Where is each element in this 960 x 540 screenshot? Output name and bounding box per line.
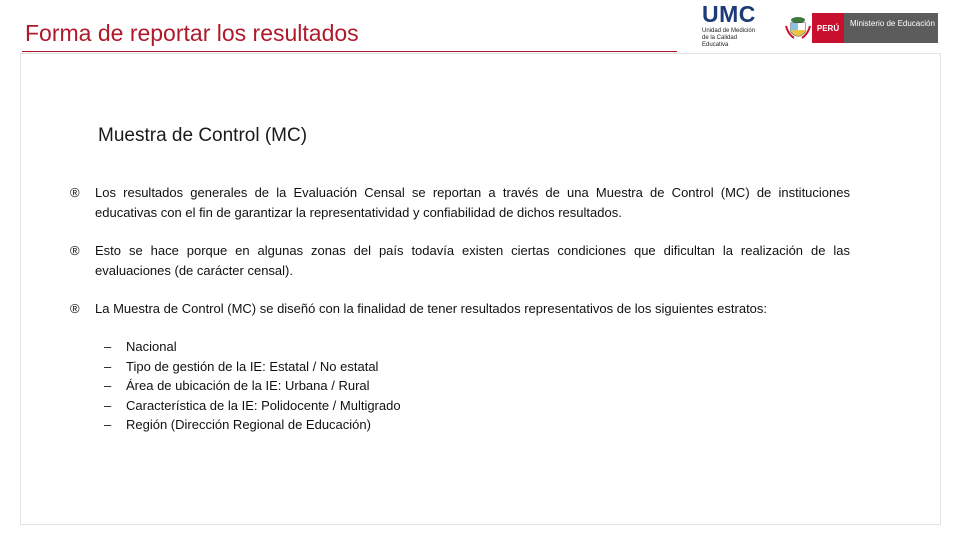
list-item	[104, 396, 401, 416]
umc-logo-subtitle: Unidad de Medición de la Calidad Educativa	[702, 28, 756, 48]
strata-list	[104, 337, 401, 435]
dash-icon: –	[104, 358, 112, 374]
bullet-icon: ®	[70, 243, 80, 258]
content-panel	[20, 53, 941, 525]
stratum-text: Nacional	[126, 339, 177, 354]
bullet-item	[70, 183, 850, 223]
list-item	[104, 376, 401, 396]
dash-icon: –	[104, 339, 112, 354]
bullet-text: Los resultados generales de la Evaluación Censal se reportan a través de una Muestra de Control (MC) de instituciones educativas con el fin de garantizar la representatividad y confiabilidad de dichos resultados.	[95, 185, 850, 220]
dash-icon: –	[104, 378, 112, 393]
title-underline	[22, 51, 677, 52]
section-title: Muestra de Control (MC)	[98, 125, 308, 146]
stratum-text: Característica de la IE: Polidocente / Multigrado	[126, 397, 401, 413]
stratum-text: Tipo de gestión de la IE: Estatal / No estatal	[126, 358, 379, 374]
list-item	[104, 357, 401, 377]
ministry-logo	[812, 13, 938, 43]
bullet-icon: ®	[70, 185, 80, 200]
stratum-text: Región (Dirección Regional de Educación)	[126, 417, 371, 432]
bullet-text: La Muestra de Control (MC) se diseñó con la finalidad de tener resultados representativos de los siguientes estratos:	[95, 301, 768, 316]
umc-logo	[702, 2, 772, 50]
peru-coat-of-arms-icon	[784, 14, 812, 42]
stratum-text: Área de ubicación de la IE: Urbana / Rural	[126, 378, 370, 393]
bullet-icon: ®	[70, 301, 80, 316]
bullet-item	[70, 299, 850, 319]
umc-logo-text: UMC	[702, 1, 756, 27]
dash-icon: –	[104, 417, 112, 432]
ministry-label: Ministerio de Educación	[844, 13, 938, 43]
peru-label: PERÚ	[812, 13, 844, 43]
page-title: Forma de reportar los resultados	[25, 20, 359, 46]
list-item	[104, 337, 401, 357]
dash-icon: –	[104, 397, 112, 413]
list-item	[104, 415, 401, 435]
bullet-text: Esto se hace porque en algunas zonas del país todavía existen ciertas condiciones que dificultan la realización de las evaluaciones (de carácter censal).	[95, 243, 850, 278]
bullet-item	[70, 241, 850, 281]
